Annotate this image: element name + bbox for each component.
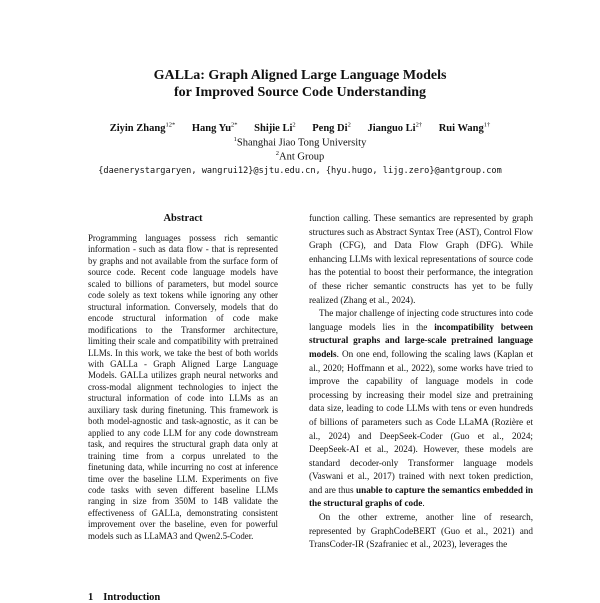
- paper-title-line2: for Improved Source Code Understanding: [173, 85, 427, 100]
- author-emails: {daenerystargaryen, wangrui12}@sjtu.edu.cn, {hyu.hugo, lijg.zero}@antgroup.com: [98, 166, 502, 176]
- affiliation-2: $^2$Ant Group: [275, 150, 325, 163]
- author-list: [0, 121, 600, 134]
- author: Jianguo $Li^{2\dagger}$: [367, 121, 423, 134]
- paragraph: function calling. These semantics are represented by graph structures such as Abstract Syntax Tree (AST), Control Flow Graph (CFG), and Data Flow Graph (DFG). While enhancing LLMs with lexical representations of source code has the potential to boost their performance, the integration of these richer semantic constructs has yet to be fully realized (Zhang et al., 2024).: [309, 213, 533, 305]
- paragraph: The major challenge of injecting code structures into code language models lies in the incompatibility between structural graphs and large-scale pretrained language models. On one end, following the scaling laws (Kaplan et al., 2020; Hoffmann et al., 2022), some works have tried to improve the capability of language models in code processing by increasing their model size and pretraining data size, leading to code LLMs with tens or even hundreds of billions of parameters such as Code LLaMA (Rozière et al., 2024) and DeepSeek-Coder (Guo et al., 2024; DeepSeek-AI et al., 2024). However, these models are standard decoder-only Transformer language models (Vaswani et al., 2017) trained with next token prediction, and are thus unable to capture the semantics embedded in the structural graphs of code.: [309, 308, 534, 509]
- author: Shijie Li$^2$: [254, 121, 296, 134]
- paragraph: On the other extreme, another line of research, represented by GraphCodeBERT (Guo et al., 2021) and TransCoder-IR (Szafraniec et al., 2023), leverages the: [309, 512, 533, 550]
- author: Rui Wang$^{1\dagger}$: [438, 121, 491, 134]
- right-column: [309, 212, 533, 552]
- author: Hang $Yu^{2*}$: [191, 121, 238, 134]
- abstract-heading: Abstract: [163, 213, 203, 224]
- author: Ziyin Zhang$^{12*}$: [109, 121, 176, 134]
- section-heading-introduction: 1 Introduction: [88, 592, 161, 603]
- abstract-body: Programming languages possess rich semantic information - such as data flow - that is represented by graphs and not available from the surface form of source code. Recent code language models have scaled to billions of parameters, but model source code solely as text tokens while ignoring any other structural information. Conversely, models that do encode structural information of code make modifications to the Transformer architecture, limiting their scale and compatibility with pretrained LLMs. In this work, we take the best of both worlds with GALLa - Graph Aligned Large Language Models. GALLa utilizes graph neural networks and cross-modal alignment technologies to inject the structural information of code into LLMs as an auxiliary task during finetuning. This framework is both model-agnostic and task-agnostic, as it can be applied to any code LLM for any code downstream task, and requires the structural graph data only at training time from a corpus unrelated to the finetuning data, while incurring no cost at inference time over the baseline LLM. Experiments on five code tasks with seven different baseline LLMs ranging in size from 350M to 14B validate the effectiveness of GALLa, demonstrating consistent improvement over the baseline, even for powerful models such as LLaMA3 and Qwen2.5-Coder.: [88, 233, 278, 541]
- affiliation-1: $^1$Shanghai Jiao Tong University: [233, 136, 367, 149]
- author: Peng Di$^2$: [312, 121, 351, 134]
- paper-title-line1: GALLa: Graph Aligned Large Language Models: [153, 68, 447, 83]
